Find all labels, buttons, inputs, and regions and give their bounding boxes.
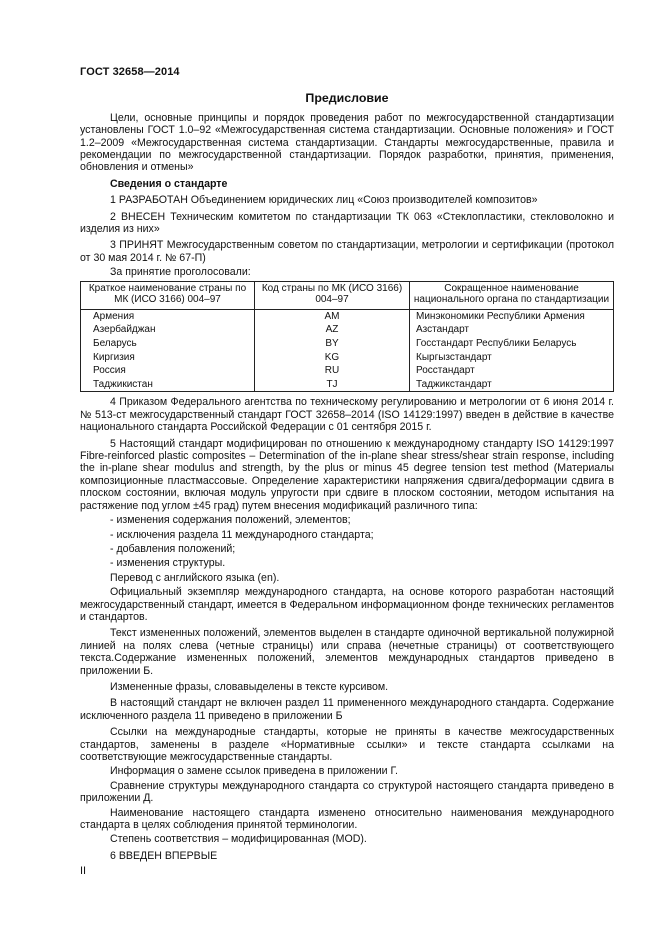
official-copy-note: Официальный экземпляр международного стандарта, на основе которого разработан настоящий межгосударственный стандарт, имеется в Федеральном информационном фонде технических регламентов и стандартов. (80, 586, 614, 623)
voting-table (80, 281, 614, 393)
references-note: Ссылки на международные стандарты, которые не приняты в качестве межгосударственных стандартов, заменены в разделе «Нормативные ссылки» и тексте стандарта ссылками на соответствующие межгосударственные стандарты. (80, 726, 614, 763)
page-number: II (80, 865, 87, 877)
country-cell: Россия (81, 364, 255, 378)
code-cell: BY (255, 337, 410, 351)
item-adopted: 3 ПРИНЯТ Межгосударственным советом по стандартизации, метрологии и сертификации (протокол от 30 мая 2014 г. № 67-П) (80, 239, 614, 264)
list-item: - исключения раздела 11 международного стандарта; (110, 528, 374, 541)
foreword-page (80, 66, 614, 864)
table-row (81, 309, 614, 323)
table-row (81, 323, 614, 337)
list-item: - изменения содержания положений, элементов; (110, 514, 351, 527)
column-header-body: Сокращенное наименование национального органа по стандартизации (410, 281, 614, 309)
table-row (81, 337, 614, 351)
code-cell: KG (255, 351, 410, 365)
code-cell: AZ (255, 323, 410, 337)
name-change-note: Наименование настоящего стандарта изменено относительно наименования международного стандарта в целях соблюдения принятой терминологии. (80, 806, 614, 832)
country-cell: Азербайджан (81, 323, 255, 337)
list-item: - добавления положений; (110, 542, 236, 555)
item-developed: 1 РАЗРАБОТАН Объединением юридических лиц «Союз производителей композитов» (110, 194, 538, 207)
table-row (81, 378, 614, 392)
code-cell: RU (255, 364, 410, 378)
item-modification: 5 Настоящий стандарт модифицирован по отношению к международному стандарту ISO 14129:1997 Fibre-reinforced plastic composites – Determination of the in-plane shear stress/shear strain response, including the in-plane shear modulus and strength, by the plus or minus 45 degree tension test method (Материалы композиционные пластмассовые. Определение характеристики напряжения сдвига/деформации сдвига в плоском состоянии, включая модуль упругости при сдвиге в плоском состоянии, методом испытания на растяжение под углом ±45 град) путем внесения модификаций различного типа: (80, 437, 614, 512)
intro-paragraph: Цели, основные принципы и порядок проведения работ по межгосударственной стандартизации установлены ГОСТ 1.0–92 «Межгосударственная система стандартизации. Основные положения» и ГОСТ 1.2–2009 «Межгосударственная система стандартизации. Стандарты межгосударственные, правила и рекомендации по межгосударственной стандартизации. Порядок разработки, принятия, применения, обновления и отмены» (80, 111, 614, 174)
country-cell: Киргизия (81, 351, 255, 365)
conformity-note: Степень соответствия – модифицированная (MOD). (110, 833, 367, 846)
translation-note: Перевод с английского языка (en). (110, 571, 280, 584)
item-first-introduced: 6 ВВЕДЕН ВПЕРВЫЕ (110, 849, 218, 862)
list-item: - изменения структуры. (110, 557, 226, 570)
structure-comparison-note: Сравнение структуры международного стандарта со структурой настоящего стандарта приведено в приложении Д. (80, 779, 614, 805)
code-cell: TJ (255, 378, 410, 392)
vote-caption: За принятие проголосовали: (110, 266, 251, 279)
modification-list (80, 514, 614, 570)
table-header-row (81, 281, 614, 309)
column-header-country: Краткое наименование страны по МК (ИСО 3166) 004–97 (81, 281, 255, 309)
body-cell: Госстандарт Республики Беларусь (416, 338, 577, 350)
column-header-code: Код страны по МК (ИСО 3166) 004–97 (255, 281, 410, 309)
country-cell: Беларусь (81, 337, 255, 351)
body-cell: Кыргызстандарт (416, 351, 492, 363)
country-cell: Армения (81, 309, 255, 323)
table-row (81, 351, 614, 365)
table-row (81, 364, 614, 378)
item-order: 4 Приказом Федерального агентства по техническому регулированию и метрологии от 6 июня 2014 г. № 513-ст межгосударственный стандарт ГОСТ 32658–2014 (ISO 14129:1997) введен в действие в качестве национального стандарта Российской Федерации с 01 сентября 2015 г. (80, 396, 614, 434)
reference-info-note: Информация о замене ссылок приведена в приложении Г. (110, 765, 398, 778)
code-cell: AM (255, 309, 410, 323)
body-cell: Росстандарт (416, 365, 475, 377)
body-cell: Минэкономики Республики Армения (416, 310, 585, 322)
document-code: ГОСТ 32658—2014 (80, 66, 180, 78)
changed-phrases-note: Измененные фразы, словавыделены в тексте курсивом. (110, 680, 389, 693)
changed-text-note: Текст измененных положений, элементов выделен в стандарте одиночной вертикальной полужирной линией на полях слева (четные страницы) или справа (нечетные страницы) от соответствующего текста.Содержание измененных положений, элементов международных стандартов приведено в приложении Б. (80, 627, 614, 677)
country-cell: Таджикистан (81, 378, 255, 392)
body-cell: Таджикстандарт (416, 378, 492, 390)
item-submitted: 2 ВНЕСЕН Техническим комитетом по стандартизации ТК 063 «Стеклопластики, стекловолокно и изделия из них» (80, 210, 614, 236)
body-cell: Азстандарт (416, 324, 470, 336)
excluded-section-note: В настоящий стандарт не включен раздел 11 примененного международного стандарта. Содержание исключенного раздела 11 приведено в приложении Б (80, 697, 614, 722)
section-title: Сведения о стандарте (110, 177, 228, 190)
page-title: Предисловие (305, 91, 389, 106)
